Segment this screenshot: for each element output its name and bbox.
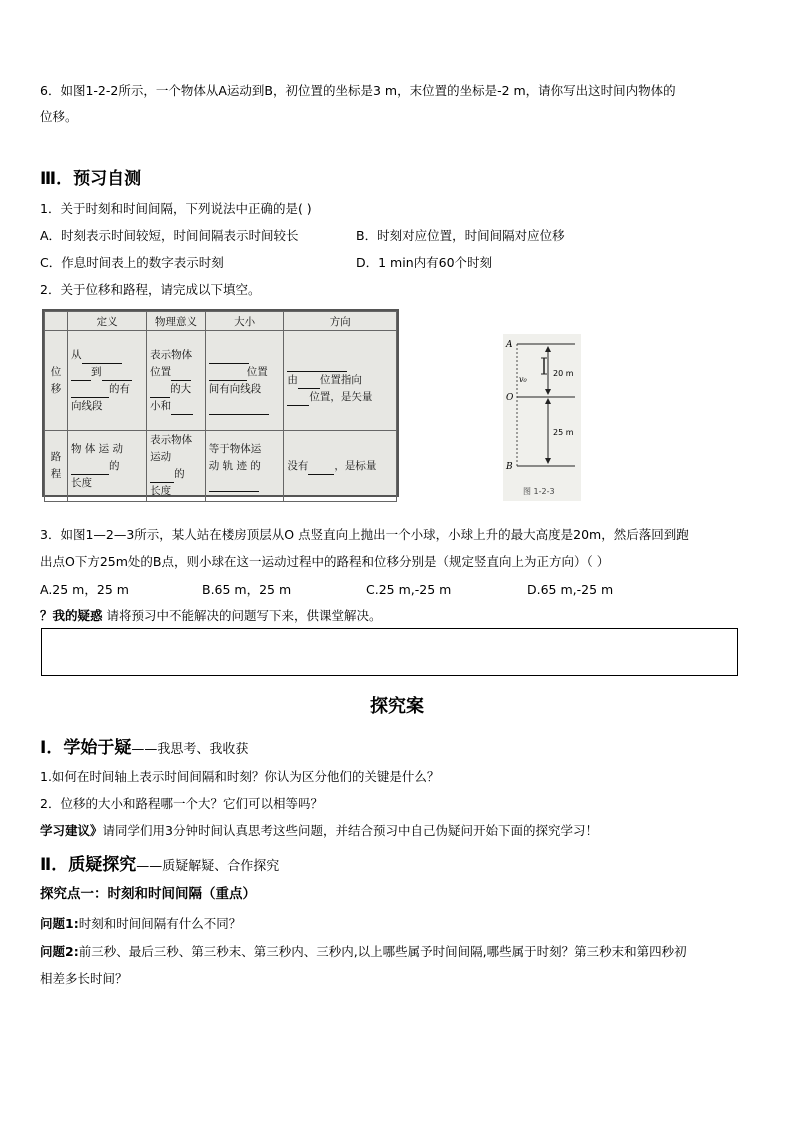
section-heading-question [40, 733, 248, 758]
cell-direction-displacement: 由 位置指向 位置，是矢量 [284, 331, 397, 431]
label-b: B [506, 462, 513, 472]
advice-text: 请同学们用3分钟时间认真思考这些问题，并结合预习中自己伪疑问开始下面的探究学习！ [102, 823, 598, 838]
table-header [45, 312, 68, 331]
table-header-size: 大小 [205, 312, 284, 331]
s1-q2: 2．位移的大小和路程哪一个大？它们可以相等吗？ [40, 796, 323, 811]
vertical-throw-diagram [503, 334, 581, 501]
cell-meaning-displacement: 表示物体 位置 的大 小和 [147, 331, 206, 431]
inquiry-point-1: 探究点一：时刻和时间间隔（重点） [40, 886, 256, 902]
problem-2-label: 问题2: [40, 944, 79, 959]
q2-stem: 2．关于位移和路程，请完成以下填空。 [40, 282, 261, 297]
s1-subheading: ——我思考、我收获 [131, 742, 249, 757]
table-header-definition: 定义 [68, 312, 147, 331]
table-header-direction: 方向 [284, 312, 397, 331]
explore-title: 探究案 [370, 696, 424, 717]
advice-label: 学习建议》 [40, 823, 103, 838]
q6-line1: 6．如图1-2-2所示，一个物体从A运动到B，初位置的坐标是3 m，末位置的坐标是-2 m，请你写出这时间内物体的 [40, 83, 676, 98]
q3-line1: 3．如图1—2—3所示，某人站在楼房顶层从O 点竖直向上抛出一个小球，小球上升的最大高度是20m，然后落回到跑 [40, 527, 689, 542]
q3-line2: 出点O下方25m处的B点，则小球在这一运动过程中的路程和位移分别是（规定竖直向上为正方向）（ ） [40, 554, 610, 569]
row-head-distance: 路 程 [45, 431, 68, 502]
q3-option-a: A.25 m，25 m [40, 582, 129, 597]
dist-25m: 25 m [553, 428, 574, 437]
label-o: O [506, 393, 514, 403]
s2-subheading: ——质疑解疑、合作探究 [136, 859, 280, 874]
cell-size-distance: 等于物体运 动 轨 迹 的 [205, 431, 284, 502]
study-advice [40, 822, 598, 840]
section-heading-preview-test: Ⅲ．预习自测 [40, 169, 142, 189]
doubt-prompt [40, 607, 382, 625]
problem-2-line1: 前三秒、最后三秒、第三秒末、第三秒内、三秒内,以上哪些属予时间间隔,哪些属于时刻？第三秒末和第四秒初 [78, 944, 687, 959]
doubt-text: 请将预习中不能解决的问题写下来，供课堂解决。 [102, 608, 382, 623]
s1-q1: 1.如何在时间轴上表示时间间隔和时刻？你认为区分他们的关键是什么？ [40, 769, 440, 784]
cell-definition-displacement: 从 到 的有 向线段 [68, 331, 147, 431]
q1-option-c: C．作息时间表上的数字表示时刻 [40, 255, 224, 270]
cell-meaning-distance: 表示物体 运动 的 长度 [147, 431, 206, 502]
dist-20m: 20 m [553, 369, 574, 378]
q3-option-b: B.65 m，25 m [202, 582, 292, 597]
q1-option-a: A．时刻表示时间较短，时间间隔表示时间较长 [40, 228, 299, 243]
cell-definition-distance: 物 体 运 动 的 长度 [68, 431, 147, 502]
figure-1-2-3 [503, 334, 581, 501]
row-head-displacement: 位 移 [45, 331, 68, 431]
table-header-meaning: 物理意义 [147, 312, 206, 331]
problem-2 [40, 943, 687, 961]
cell-size-displacement: 位置 间有向线段 [205, 331, 284, 431]
label-a: A [506, 340, 513, 350]
q1-option-d: D．1 min内有60个时刻 [356, 255, 493, 270]
s1-heading: Ⅰ．学始于疑 [40, 738, 132, 758]
problem-1-label: 问题1: [40, 916, 79, 931]
problem-2-line2: 相差多长时间？ [40, 971, 128, 986]
doubt-label: ？我的疑惑 [40, 608, 103, 623]
q1-option-b: B．时刻对应位置，时间间隔对应位移 [356, 228, 565, 243]
section-heading-inquiry [40, 850, 279, 875]
doubt-answer-box[interactable] [41, 628, 738, 676]
problem-1-text: 时刻和时间间隔有什么不同？ [78, 916, 242, 931]
q3-option-c: C.25 m,-25 m [366, 582, 452, 597]
displacement-distance-table [42, 309, 399, 497]
q1-stem: 1．关于时刻和时间间隔，下列说法中正确的是( ) [40, 201, 312, 216]
q3-option-d: D.65 m,-25 m [527, 582, 614, 597]
figure-caption: 图 1-2-3 [523, 487, 555, 496]
label-v0: v₀ [519, 375, 527, 384]
q6-line2: 位移。 [40, 109, 78, 124]
problem-1 [40, 915, 241, 933]
cell-direction-distance: 没有 ，是标量 [284, 431, 397, 502]
s2-heading: Ⅱ．质疑探究 [40, 855, 137, 875]
